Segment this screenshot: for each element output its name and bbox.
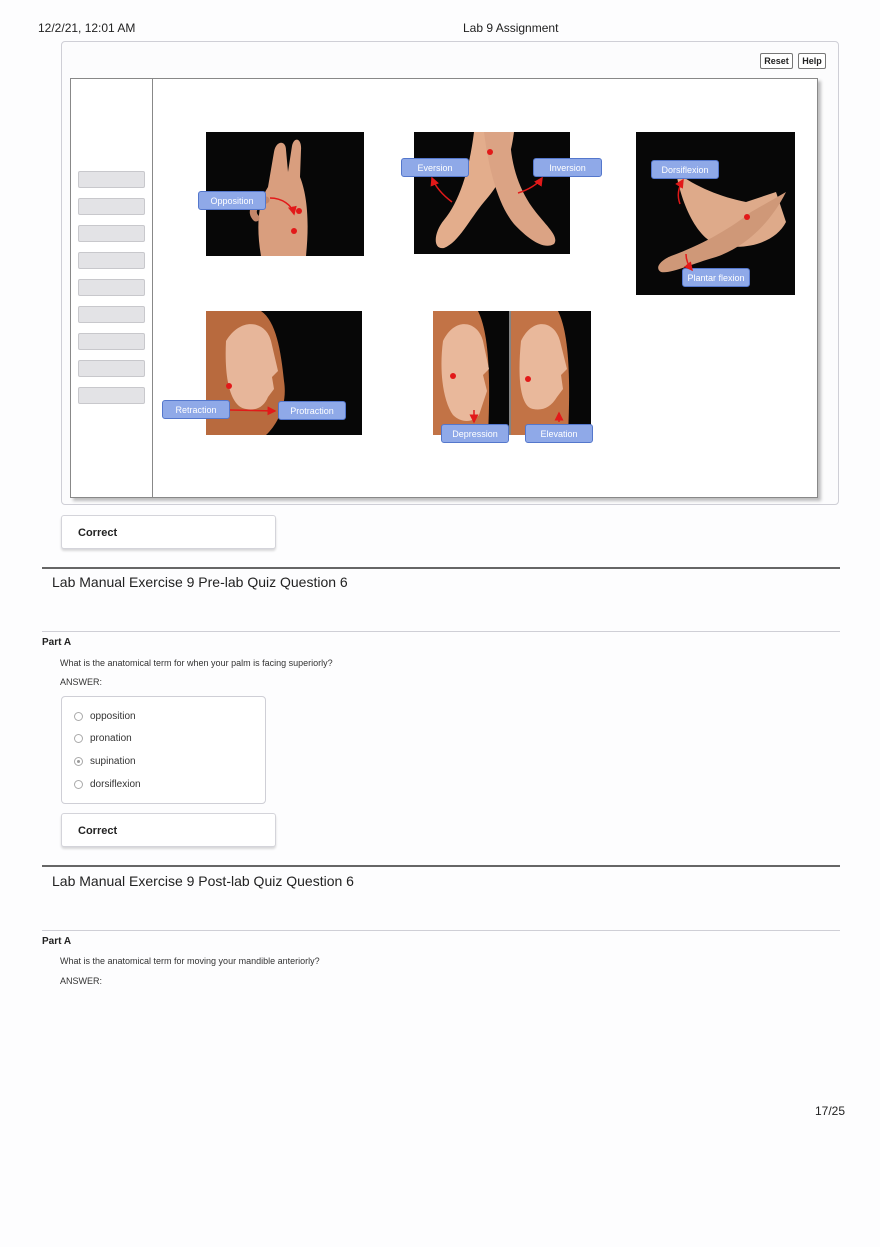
- movement-arrows: [0, 0, 880, 500]
- section-divider: [42, 865, 840, 867]
- divider: [42, 930, 840, 931]
- feedback-correct: Correct: [61, 813, 276, 847]
- depression-label[interactable]: Depression: [441, 424, 509, 443]
- inversion-label[interactable]: Inversion: [533, 158, 602, 177]
- radio-dorsiflexion[interactable]: [74, 780, 83, 789]
- option-label: opposition: [90, 711, 136, 722]
- print-datetime: 12/2/21, 12:01 AM: [38, 21, 136, 35]
- radio-opposition[interactable]: [74, 712, 83, 721]
- reset-button[interactable]: Reset: [760, 53, 793, 69]
- help-button[interactable]: Help: [798, 53, 826, 69]
- question-text: What is the anatomical term for when your palm is facing superiorly?: [60, 658, 333, 668]
- retraction-label[interactable]: Retraction: [162, 400, 230, 419]
- opposition-label[interactable]: Opposition: [198, 191, 266, 210]
- answer-label: ANSWER:: [60, 976, 103, 986]
- divider: [42, 631, 840, 632]
- radio-supination-selected[interactable]: [74, 757, 83, 766]
- answer-label: ANSWER:: [60, 677, 103, 687]
- part-a-heading: Part A: [42, 637, 72, 648]
- plantar-flexion-label[interactable]: Plantar flexion: [682, 268, 750, 287]
- protraction-label[interactable]: Protraction: [278, 401, 346, 420]
- question-title: Lab Manual Exercise 9 Pre-lab Quiz Question 6: [52, 574, 348, 590]
- page-number: 17/25: [815, 1104, 846, 1118]
- eversion-label[interactable]: Eversion: [401, 158, 469, 177]
- print-title: Lab 9 Assignment: [463, 21, 559, 35]
- dorsiflexion-label[interactable]: Dorsiflexion: [651, 160, 719, 179]
- radio-pronation[interactable]: [74, 734, 83, 743]
- question-title: Lab Manual Exercise 9 Post-lab Quiz Question 6: [52, 873, 354, 889]
- option-label: pronation: [90, 733, 132, 744]
- question-text: What is the anatomical term for moving your mandible anteriorly?: [60, 956, 320, 966]
- option-label: dorsiflexion: [90, 779, 141, 790]
- part-a-heading: Part A: [42, 936, 72, 947]
- elevation-label[interactable]: Elevation: [525, 424, 593, 443]
- feedback-correct: Correct: [61, 515, 276, 549]
- option-label: supination: [90, 756, 136, 767]
- section-divider: [42, 567, 840, 569]
